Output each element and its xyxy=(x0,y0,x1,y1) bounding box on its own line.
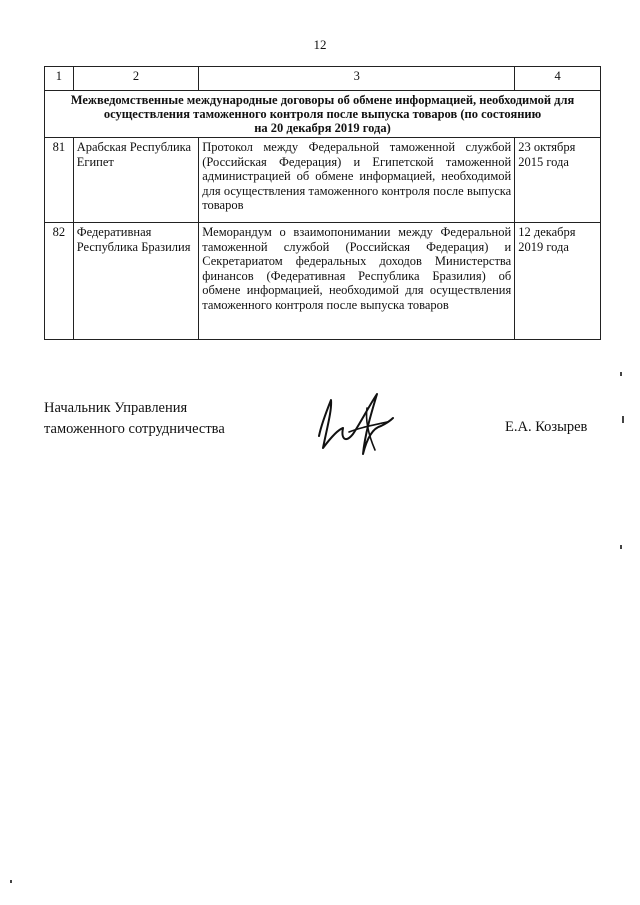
row-number: 81 xyxy=(45,138,74,223)
header-col-3: 3 xyxy=(199,67,515,91)
scan-mark xyxy=(620,545,622,549)
signatory-position-line-1: Начальник Управления xyxy=(44,400,188,416)
section-title-row xyxy=(45,91,601,138)
section-title-line-2: осуществления таможенного контроля после выпуска товаров (по состоянию xyxy=(103,107,542,121)
agreements-table xyxy=(44,66,601,340)
scan-mark xyxy=(622,416,624,423)
scan-mark xyxy=(10,880,12,883)
signatory-position-line-2: таможенного сотрудничества xyxy=(44,421,225,437)
row-party: Федеративная Республика Бразилия xyxy=(73,223,199,340)
row-document: Протокол между Федеральной таможенной службой (Российская Федерация) и Египетской таможенной администрацией об обмене информацией, необходимой для осуществления таможенного контроля после выпуска товаров xyxy=(199,138,515,223)
signatory-position xyxy=(44,398,225,440)
row-party: Арабская Республика Египет xyxy=(73,138,199,223)
table-header-row xyxy=(45,67,601,91)
section-title-line-1: Межведомственные международные договоры об обмене информацией, необходимой для xyxy=(70,93,575,107)
table-row xyxy=(45,223,601,340)
header-col-1: 1 xyxy=(45,67,74,91)
handwritten-signature xyxy=(305,388,400,468)
table-row xyxy=(45,138,601,223)
row-document: Меморандум о взаимопонимании между Федеральной таможенной службой (Российская Федерация) и Секретариатом федеральных доходов Министерства финансов (Федеративная Республика Бразилия) об обмене информацией, необходимой для осуществления таможенного контроля после выпуска товаров xyxy=(199,223,515,340)
row-date: 12 декабря 2019 года xyxy=(515,223,601,340)
section-title xyxy=(45,91,601,138)
header-col-4: 4 xyxy=(515,67,601,91)
section-title-line-3: на 20 декабря 2019 года) xyxy=(254,121,391,135)
row-number: 82 xyxy=(45,223,74,340)
page-number: 12 xyxy=(313,37,327,52)
scan-mark xyxy=(620,372,622,376)
row-date: 23 октября 2015 года xyxy=(515,138,601,223)
header-col-2: 2 xyxy=(73,67,199,91)
signatory-name: Е.А. Козырев xyxy=(505,419,588,435)
